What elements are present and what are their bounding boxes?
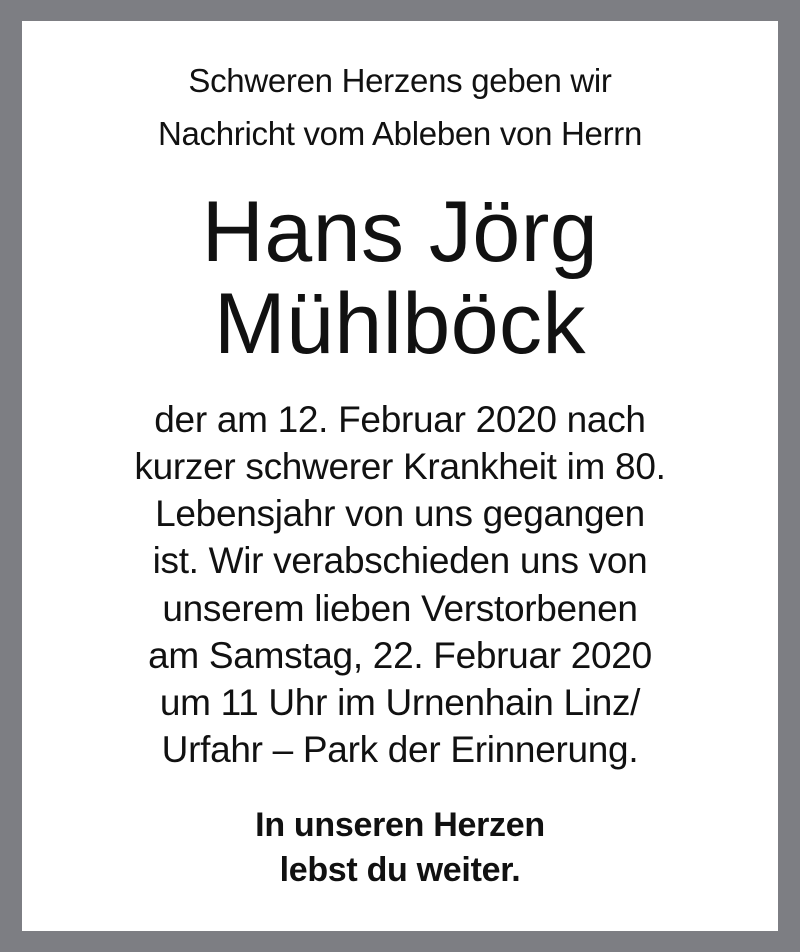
closing-line: In unseren Herzen — [255, 806, 545, 844]
body-line: um 11 Uhr im Urnenhain Linz/ — [159, 682, 641, 723]
body-line: am Samstag, 22. Februar 2020 — [148, 635, 652, 676]
body-line: kurzer schwerer Krankheit im 80. — [134, 446, 666, 487]
intro-line: Schweren Herzens geben wir — [188, 62, 612, 99]
body-line: der am 12. Februar 2020 nach — [154, 399, 646, 440]
intro-line: Nachricht vom Ableben von Herrn — [157, 115, 643, 152]
body-line: unserem lieben Verstorbenen — [162, 588, 638, 629]
closing-line: lebst du weiter. — [279, 851, 521, 889]
obituary-card — [22, 21, 778, 931]
deceased-name-line: Hans Jörg — [201, 184, 599, 280]
body-line: ist. Wir verabschieden uns von — [152, 540, 648, 581]
deceased-name-line: Mühlböck — [213, 276, 587, 372]
body-line: Urfahr – Park der Erinnerung. — [161, 729, 639, 770]
body-line: Lebensjahr von uns gegangen — [155, 493, 645, 534]
